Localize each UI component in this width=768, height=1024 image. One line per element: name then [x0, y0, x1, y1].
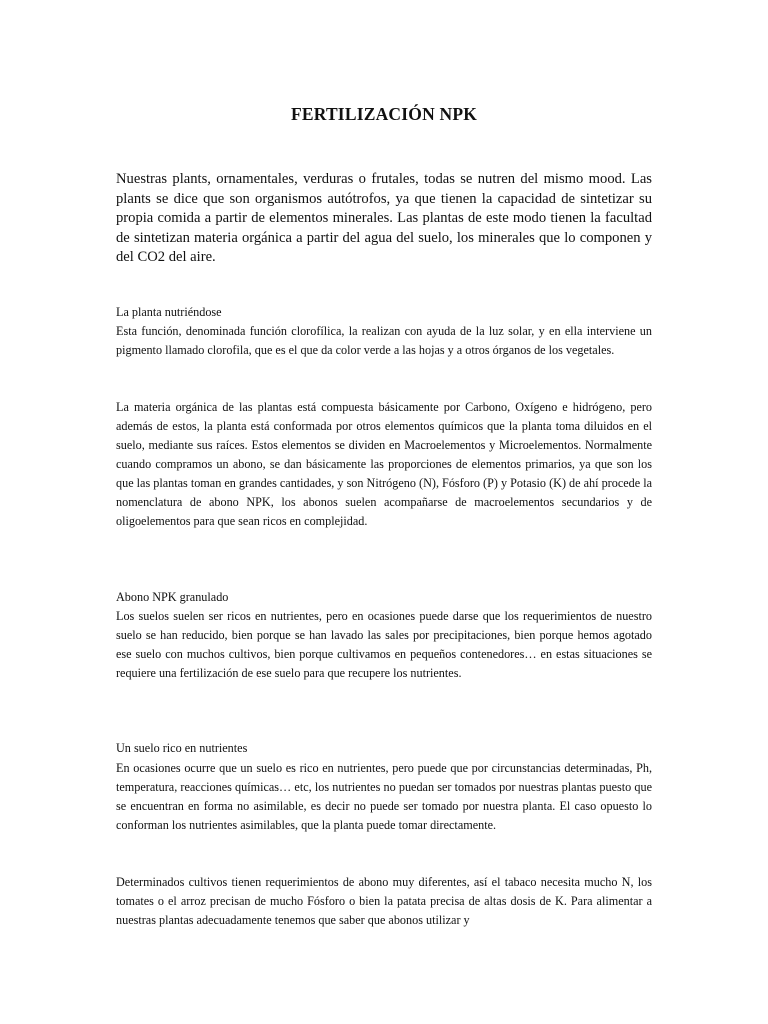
section-heading-suelo-rico: Un suelo rico en nutrientes [116, 741, 248, 755]
paragraph-suelos-nutrientes: Los suelos suelen ser ricos en nutrientes, pero en ocasiones puede darse que los requerimientos de nuestro suelo se han reducido, bien porque se han lavado las sales por precipitaciones, bien porque hemos agotado ese suelo con muchos cultivos, bien porque cultivamos en pequeños contenedores… en estas situaciones se requiere una fertilización de ese suelo para que recupere los nutrientes. [116, 609, 652, 680]
paragraph-requerimientos-abono: Determinados cultivos tienen requerimientos de abono muy diferentes, así el tabaco necesita mucho N, los tomates o el arroz precisan de mucho Fósforo o bien la patata precisa de altas dosis de K. Para alimentar a nuestras plantas adecuadamente tenemos que saber que abonos utilizar y [116, 875, 652, 927]
paragraph-nutrientes-asimilables: En ocasiones ocurre que un suelo es rico en nutrientes, pero puede que por circunstancias determinadas, Ph, temperatura, reacciones químicas… etc, los nutrientes no puedan ser tomados por nuestras plantas puesto que se encuentran en forma no asimilable, es decir no puede ser tomado por nuestra planta. El caso opuesto lo conforman los nutrientes asimilables, que la planta puede tomar directamente. [116, 761, 652, 832]
paragraph-funcion-clorofilica: Esta función, denominada función clorofílica, la realizan con ayuda de la luz solar, y en ella interviene un pigmento llamado clorofila, que es el que da color verde a las hojas y a otros órganos de los vegetales. [116, 324, 652, 357]
section-heading-planta-nutriendose: La planta nutriéndose [116, 305, 222, 319]
page-title: FERTILIZACIÓN NPK [290, 104, 478, 124]
section-heading-abono-npk-granulado: Abono NPK granulado [116, 590, 229, 604]
intro-paragraph: Nuestras plants, ornamentales, verduras o frutales, todas se nutren del mismo mood. Las plants se dice que son organismos autótrofos, ya que tienen la capacidad de sintetizar su propia comida a partir de elementos minerales. Las plantas de este modo tienen la facultad de sintetizan materia orgánica a partir del agua del suelo, los minerales que lo componen y del CO2 del aire. [116, 171, 652, 266]
paragraph-materia-organica: La materia orgánica de las plantas está compuesta básicamente por Carbono, Oxígeno e hidrógeno, pero además de estos, la planta está conformada por otros elementos químicos que la planta toma diluidos en el suelo, mediante sus raíces. Estos elementos se dividen en Macroelementos y Microelementos. Normalmente cuando compramos un abono, se dan básicamente las proporciones de elementos primarios, ya que son los que las plantas toman en grandes cantidades, y son Nitrógeno (N), Fósforo (P) y Potasio (K) de ahí procede la nomenclatura de abono NPK, los abonos suelen acompañarse de macroelementos secundarios y de oligoelementos para que sean ricos en complejidad. [116, 400, 652, 528]
